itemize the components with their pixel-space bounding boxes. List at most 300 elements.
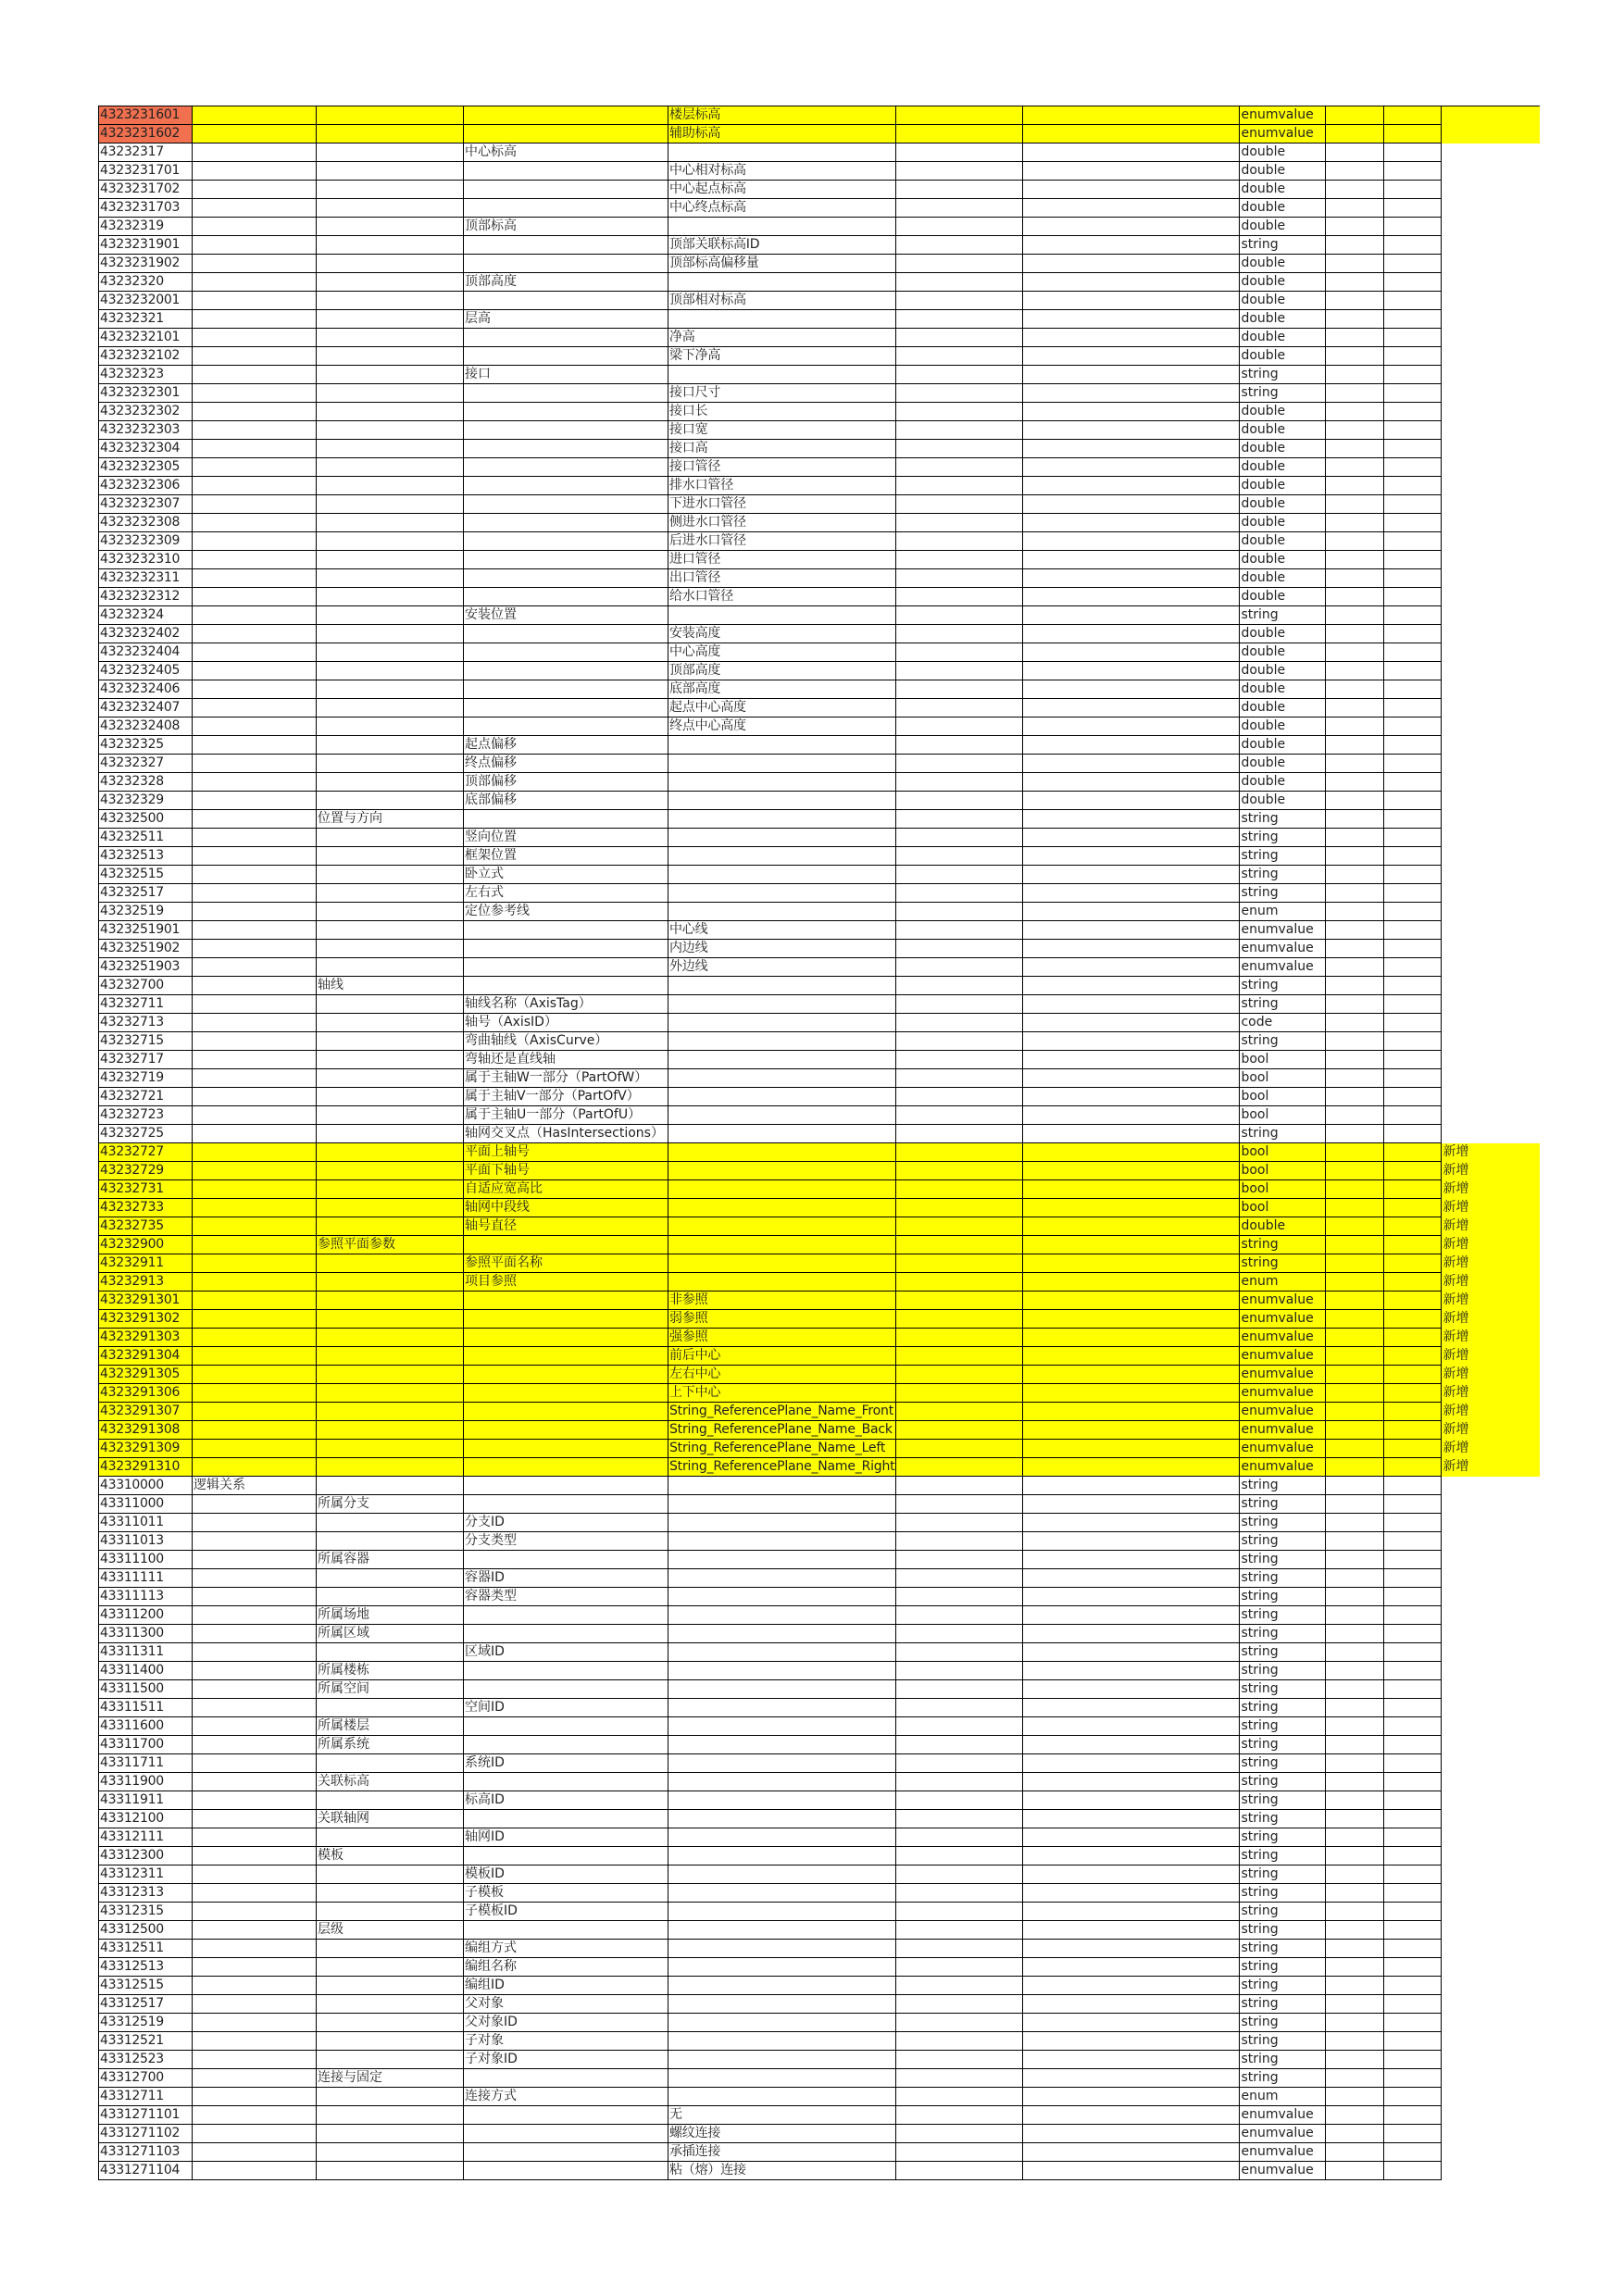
cell-empty[interactable] [1326,199,1384,218]
cell-level1[interactable] [193,495,317,514]
cell-data-type[interactable]: double [1240,643,1326,662]
cell-level2[interactable] [317,532,464,551]
cell-level1[interactable] [193,366,317,384]
cell-level1[interactable] [193,1977,317,1995]
cell-data-type[interactable]: enum [1240,2088,1326,2106]
cell-level4[interactable] [668,1662,896,1680]
cell-level1[interactable] [193,958,317,977]
cell-empty[interactable] [1326,125,1384,144]
cell-empty[interactable] [1326,829,1384,847]
cell-data-type[interactable]: enumvalue [1240,2162,1326,2180]
cell-code[interactable]: 4323291306 [99,1384,193,1403]
cell-level3[interactable] [464,1625,668,1643]
cell-code[interactable]: 4323232311 [99,569,193,588]
cell-level3[interactable]: 顶部标高 [464,218,668,236]
cell-level4[interactable] [668,884,896,903]
cell-level4[interactable]: 接口长 [668,403,896,421]
cell-empty[interactable] [896,569,1023,588]
cell-empty[interactable] [1326,1125,1384,1143]
cell-data-type[interactable]: string [1240,1032,1326,1051]
cell-data-type[interactable]: double [1240,199,1326,218]
cell-empty[interactable] [896,921,1023,940]
cell-data-type[interactable]: string [1240,1958,1326,1977]
cell-level1[interactable] [193,792,317,810]
cell-level2[interactable] [317,1329,464,1347]
cell-empty[interactable] [1326,310,1384,329]
cell-level4[interactable]: 螺纹连接 [668,2125,896,2143]
cell-level4[interactable] [668,1699,896,1717]
cell-code[interactable]: 43232725 [99,1125,193,1143]
cell-level2[interactable] [317,958,464,977]
cell-code[interactable]: 43311600 [99,1717,193,1736]
cell-note[interactable] [1442,958,1540,977]
cell-empty[interactable] [896,847,1023,866]
cell-empty[interactable] [896,1736,1023,1754]
cell-data-type[interactable]: string [1240,1810,1326,1828]
cell-level4[interactable] [668,1495,896,1514]
cell-empty[interactable] [1384,2106,1442,2125]
cell-empty[interactable] [1384,1866,1442,1884]
cell-note[interactable] [1442,1903,1540,1921]
cell-level1[interactable] [193,532,317,551]
cell-level2[interactable] [317,1791,464,1810]
cell-level1[interactable] [193,1236,317,1254]
cell-level3[interactable]: 属于主轴V一部分（PartOfV） [464,1088,668,1106]
cell-note[interactable] [1442,995,1540,1014]
cell-empty[interactable] [1326,1680,1384,1699]
cell-empty[interactable] [896,1995,1023,2014]
cell-data-type[interactable]: string [1240,1495,1326,1514]
cell-level4[interactable]: 内边线 [668,940,896,958]
cell-note[interactable]: 新增 [1442,1143,1540,1162]
cell-level1[interactable] [193,1754,317,1773]
cell-level3[interactable]: 编组ID [464,1977,668,1995]
cell-level4[interactable]: String_ReferencePlane_Name_Left [668,1440,896,1458]
cell-level3[interactable] [464,292,668,310]
cell-empty[interactable] [1384,1366,1442,1384]
cell-empty[interactable] [896,458,1023,477]
cell-level4[interactable] [668,1940,896,1958]
cell-level2[interactable] [317,1884,464,1903]
cell-code[interactable]: 4323232306 [99,477,193,495]
cell-level4[interactable] [668,1088,896,1106]
cell-level3[interactable]: 子对象ID [464,2051,668,2069]
cell-empty[interactable] [896,1458,1023,1477]
cell-empty[interactable] [1023,1014,1240,1032]
cell-empty[interactable] [1384,1588,1442,1606]
cell-note[interactable] [1442,1977,1540,1995]
cell-code[interactable]: 43311013 [99,1532,193,1551]
cell-level2[interactable] [317,1032,464,1051]
cell-code[interactable]: 4331271101 [99,2106,193,2125]
cell-level3[interactable]: 弯轴还是直线轴 [464,1051,668,1069]
cell-code[interactable]: 43311911 [99,1791,193,1810]
cell-level1[interactable] [193,1403,317,1421]
cell-empty[interactable] [1023,1828,1240,1847]
cell-empty[interactable] [1326,718,1384,736]
cell-level1[interactable] [193,1606,317,1625]
cell-code[interactable]: 4323232303 [99,421,193,440]
cell-empty[interactable] [896,1421,1023,1440]
cell-note[interactable] [1442,403,1540,421]
cell-empty[interactable] [1384,495,1442,514]
cell-level3[interactable] [464,551,668,569]
cell-level4[interactable] [668,1754,896,1773]
cell-empty[interactable] [1326,810,1384,829]
cell-code[interactable]: 43312700 [99,2069,193,2088]
cell-code[interactable]: 4323251903 [99,958,193,977]
cell-empty[interactable] [1023,1069,1240,1088]
cell-code[interactable]: 4323232102 [99,347,193,366]
cell-note[interactable]: 新增 [1442,1440,1540,1458]
cell-level1[interactable] [193,144,317,162]
cell-level3[interactable]: 顶部偏移 [464,773,668,792]
cell-empty[interactable] [1384,1569,1442,1588]
cell-data-type[interactable]: enumvalue [1240,1329,1326,1347]
cell-level4[interactable] [668,1551,896,1569]
cell-empty[interactable] [1023,1810,1240,1828]
cell-level2[interactable] [317,606,464,625]
cell-level2[interactable] [317,829,464,847]
cell-note[interactable] [1442,1069,1540,1088]
cell-level4[interactable] [668,1217,896,1236]
cell-code[interactable]: 4323232308 [99,514,193,532]
cell-level1[interactable] [193,458,317,477]
cell-data-type[interactable]: double [1240,625,1326,643]
cell-level1[interactable] [193,1329,317,1347]
cell-level1[interactable] [193,1254,317,1273]
cell-level4[interactable] [668,903,896,921]
cell-empty[interactable] [1023,2088,1240,2106]
cell-note[interactable] [1442,847,1540,866]
cell-level1[interactable] [193,1532,317,1551]
cell-empty[interactable] [1326,1254,1384,1273]
cell-empty[interactable] [1384,2051,1442,2069]
cell-empty[interactable] [1384,1273,1442,1292]
cell-empty[interactable] [1326,162,1384,181]
cell-empty[interactable] [1023,1217,1240,1236]
cell-data-type[interactable]: string [1240,1236,1326,1254]
cell-empty[interactable] [896,273,1023,292]
cell-level1[interactable] [193,1717,317,1736]
cell-data-type[interactable]: double [1240,699,1326,718]
cell-code[interactable]: 43310000 [99,1477,193,1495]
cell-level2[interactable] [317,495,464,514]
cell-empty[interactable] [896,1329,1023,1347]
cell-empty[interactable] [1326,1088,1384,1106]
cell-code[interactable]: 43232328 [99,773,193,792]
cell-empty[interactable] [896,1606,1023,1625]
cell-level1[interactable] [193,1143,317,1162]
cell-level3[interactable] [464,2143,668,2162]
cell-level1[interactable] [193,1884,317,1903]
cell-level2[interactable] [317,1477,464,1495]
cell-level3[interactable] [464,1292,668,1310]
cell-level1[interactable] [193,569,317,588]
cell-level1[interactable] [193,1217,317,1236]
cell-empty[interactable] [1384,106,1442,125]
cell-level1[interactable] [193,847,317,866]
cell-code[interactable]: 43232320 [99,273,193,292]
cell-level4[interactable]: 外边线 [668,958,896,977]
cell-empty[interactable] [1023,218,1240,236]
cell-data-type[interactable]: string [1240,829,1326,847]
cell-level1[interactable] [193,1199,317,1217]
cell-empty[interactable] [1023,551,1240,569]
cell-level2[interactable] [317,2106,464,2125]
cell-level3[interactable]: 框架位置 [464,847,668,866]
cell-level1[interactable] [193,1551,317,1569]
cell-code[interactable]: 43232325 [99,736,193,755]
cell-note[interactable] [1442,1828,1540,1847]
cell-empty[interactable] [896,1569,1023,1588]
cell-empty[interactable] [896,1143,1023,1162]
cell-empty[interactable] [896,329,1023,347]
cell-level3[interactable]: 编组名称 [464,1958,668,1977]
cell-level1[interactable] [193,292,317,310]
cell-level2[interactable] [317,366,464,384]
cell-note[interactable] [1442,736,1540,755]
cell-level2[interactable] [317,310,464,329]
cell-empty[interactable] [1326,273,1384,292]
cell-note[interactable]: 新增 [1442,1310,1540,1329]
cell-level3[interactable] [464,181,668,199]
cell-level4[interactable] [668,1236,896,1254]
cell-level2[interactable]: 层级 [317,1921,464,1940]
cell-empty[interactable] [1384,1310,1442,1329]
cell-empty[interactable] [1384,1421,1442,1440]
cell-empty[interactable] [1326,1625,1384,1643]
cell-level4[interactable]: 顶部标高偏移量 [668,255,896,273]
cell-level3[interactable]: 属于主轴W一部分（PartOfW） [464,1069,668,1088]
cell-code[interactable]: 43311900 [99,1773,193,1791]
cell-level2[interactable] [317,218,464,236]
cell-level3[interactable] [464,440,668,458]
cell-level4[interactable]: 排水口管径 [668,477,896,495]
cell-level2[interactable] [317,1254,464,1273]
cell-code[interactable]: 43232717 [99,1051,193,1069]
cell-code[interactable]: 43312519 [99,2014,193,2032]
cell-level4[interactable]: 中心相对标高 [668,162,896,181]
cell-data-type[interactable]: string [1240,1606,1326,1625]
cell-note[interactable] [1442,810,1540,829]
cell-empty[interactable] [1326,2014,1384,2032]
cell-empty[interactable] [1384,810,1442,829]
cell-empty[interactable] [1023,1606,1240,1625]
cell-empty[interactable] [896,125,1023,144]
cell-empty[interactable] [896,2069,1023,2088]
cell-data-type[interactable]: enumvalue [1240,2143,1326,2162]
cell-note[interactable] [1442,273,1540,292]
cell-note[interactable] [1442,1847,1540,1866]
cell-level1[interactable] [193,403,317,421]
cell-empty[interactable] [1023,162,1240,181]
cell-code[interactable]: 43312521 [99,2032,193,2051]
cell-empty[interactable] [896,625,1023,643]
cell-empty[interactable] [1023,347,1240,366]
cell-level4[interactable]: 承插连接 [668,2143,896,2162]
cell-level3[interactable]: 连接方式 [464,2088,668,2106]
cell-level2[interactable] [317,1588,464,1606]
cell-level1[interactable] [193,421,317,440]
cell-empty[interactable] [896,1125,1023,1143]
cell-level2[interactable] [317,680,464,699]
cell-level3[interactable] [464,1421,668,1440]
cell-level2[interactable] [317,1458,464,1477]
cell-level4[interactable]: 左右中心 [668,1366,896,1384]
cell-empty[interactable] [1384,1773,1442,1791]
cell-empty[interactable] [896,1921,1023,1940]
cell-level1[interactable] [193,1421,317,1440]
cell-empty[interactable] [1326,1866,1384,1884]
cell-empty[interactable] [896,940,1023,958]
cell-note[interactable] [1442,255,1540,273]
cell-level3[interactable] [464,2069,668,2088]
cell-empty[interactable] [1326,1551,1384,1569]
cell-code[interactable]: 43311500 [99,1680,193,1699]
cell-empty[interactable] [1384,588,1442,606]
cell-level1[interactable] [193,1588,317,1606]
cell-code[interactable]: 43312515 [99,1977,193,1995]
cell-empty[interactable] [1384,569,1442,588]
cell-level4[interactable]: 接口尺寸 [668,384,896,403]
cell-note[interactable] [1442,236,1540,255]
cell-level1[interactable] [193,1069,317,1088]
cell-empty[interactable] [1384,736,1442,755]
cell-code[interactable]: 43311113 [99,1588,193,1606]
cell-code[interactable]: 4323232405 [99,662,193,680]
cell-empty[interactable] [1023,792,1240,810]
cell-note[interactable]: 新增 [1442,1199,1540,1217]
cell-data-type[interactable]: double [1240,181,1326,199]
cell-data-type[interactable]: bool [1240,1180,1326,1199]
cell-code[interactable]: 4323231602 [99,125,193,144]
cell-code[interactable]: 4331271103 [99,2143,193,2162]
cell-empty[interactable] [896,1088,1023,1106]
cell-empty[interactable] [896,1217,1023,1236]
cell-code[interactable]: 43312523 [99,2051,193,2069]
cell-level2[interactable] [317,1273,464,1292]
cell-data-type[interactable]: string [1240,1588,1326,1606]
cell-empty[interactable] [1326,1606,1384,1625]
cell-level4[interactable]: 出口管径 [668,569,896,588]
cell-data-type[interactable]: double [1240,718,1326,736]
cell-empty[interactable] [896,403,1023,421]
cell-level3[interactable] [464,699,668,718]
cell-empty[interactable] [896,495,1023,514]
cell-empty[interactable] [1326,1791,1384,1810]
cell-level2[interactable] [317,588,464,606]
cell-level3[interactable]: 顶部高度 [464,273,668,292]
cell-note[interactable]: 新增 [1442,1236,1540,1254]
cell-level2[interactable]: 轴线 [317,977,464,995]
cell-empty[interactable] [896,1273,1023,1292]
cell-empty[interactable] [1326,2106,1384,2125]
cell-level2[interactable] [317,699,464,718]
cell-note[interactable] [1442,1736,1540,1754]
cell-level1[interactable] [193,2014,317,2032]
cell-level2[interactable]: 所属区域 [317,1625,464,1643]
cell-empty[interactable] [1384,1495,1442,1514]
cell-empty[interactable] [1023,144,1240,162]
cell-note[interactable] [1442,106,1540,125]
cell-data-type[interactable]: string [1240,1754,1326,1773]
cell-code[interactable]: 43232735 [99,1217,193,1236]
cell-level2[interactable] [317,662,464,680]
cell-code[interactable]: 4323232404 [99,643,193,662]
cell-level1[interactable] [193,606,317,625]
cell-note[interactable] [1442,551,1540,569]
cell-empty[interactable] [896,1532,1023,1551]
cell-level2[interactable] [317,773,464,792]
cell-code[interactable]: 43232911 [99,1254,193,1273]
cell-data-type[interactable]: enumvalue [1240,1366,1326,1384]
cell-level2[interactable] [317,1903,464,1921]
cell-level1[interactable] [193,477,317,495]
cell-code[interactable]: 4323232101 [99,329,193,347]
cell-note[interactable] [1442,866,1540,884]
cell-level4[interactable] [668,1921,896,1940]
cell-empty[interactable] [896,588,1023,606]
cell-empty[interactable] [1023,921,1240,940]
cell-level4[interactable] [668,1791,896,1810]
cell-level1[interactable] [193,1995,317,2014]
cell-note[interactable] [1442,458,1540,477]
cell-empty[interactable] [896,1292,1023,1310]
cell-empty[interactable] [1023,1329,1240,1347]
cell-empty[interactable] [1023,588,1240,606]
cell-level1[interactable] [193,310,317,329]
cell-empty[interactable] [896,514,1023,532]
cell-note[interactable] [1442,347,1540,366]
cell-data-type[interactable]: string [1240,1625,1326,1643]
cell-level1[interactable] [193,1088,317,1106]
cell-level2[interactable] [317,921,464,940]
cell-empty[interactable] [1023,458,1240,477]
cell-empty[interactable] [896,1680,1023,1699]
cell-data-type[interactable]: enumvalue [1240,2125,1326,2143]
cell-data-type[interactable]: double [1240,532,1326,551]
cell-note[interactable] [1442,884,1540,903]
cell-note[interactable] [1442,792,1540,810]
cell-empty[interactable] [1384,1217,1442,1236]
cell-level3[interactable]: 分支ID [464,1514,668,1532]
cell-code[interactable]: 4323232309 [99,532,193,551]
cell-note[interactable] [1442,1995,1540,2014]
cell-level1[interactable] [193,1791,317,1810]
cell-level4[interactable] [668,2051,896,2069]
cell-level3[interactable] [464,458,668,477]
cell-note[interactable] [1442,1958,1540,1977]
cell-empty[interactable] [896,1662,1023,1680]
cell-empty[interactable] [1023,1347,1240,1366]
cell-empty[interactable] [896,866,1023,884]
cell-empty[interactable] [1384,2125,1442,2143]
cell-empty[interactable] [1326,866,1384,884]
cell-level2[interactable] [317,106,464,125]
cell-empty[interactable] [896,1384,1023,1403]
cell-empty[interactable] [1384,1551,1442,1569]
cell-empty[interactable] [1326,1699,1384,1717]
cell-note[interactable] [1442,662,1540,680]
cell-note[interactable] [1442,1717,1540,1736]
cell-empty[interactable] [1384,662,1442,680]
cell-empty[interactable] [1326,1162,1384,1180]
cell-level1[interactable] [193,810,317,829]
cell-level2[interactable] [317,2088,464,2106]
cell-code[interactable]: 43232731 [99,1180,193,1199]
cell-level2[interactable] [317,162,464,181]
